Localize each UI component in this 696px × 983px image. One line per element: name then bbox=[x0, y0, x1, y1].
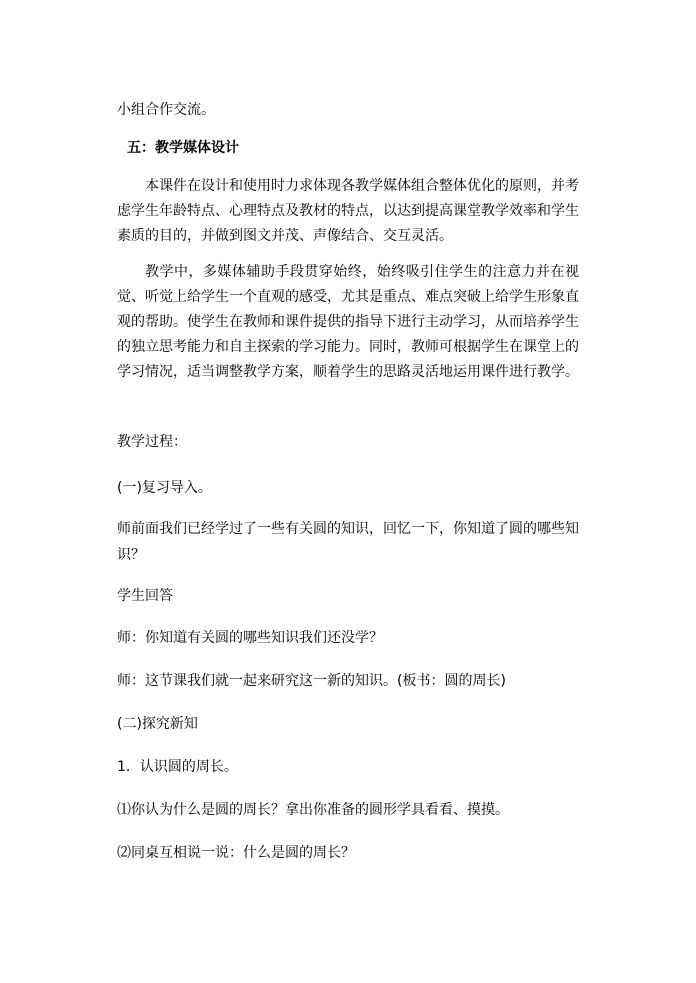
list-item-understand-circumference: 1．认识圆的周长。 bbox=[117, 759, 238, 775]
list-subitem-1: ⑴你认为什么是圆的周长？拿出你准备的圆形学具看看、摸摸。 bbox=[117, 802, 509, 818]
process-title: 教学过程： bbox=[117, 434, 187, 450]
teacher-question-unknown: 师：你知道有关圆的哪些知识我们还没学？ bbox=[117, 630, 383, 646]
step-review-title: (一)复习导入。 bbox=[117, 480, 212, 496]
teacher-question-line: 师前面我们已经学过了一些有关圆的知识，回忆一下，你知道了圆的哪些知 bbox=[117, 521, 579, 537]
list-subitem-2: ⑵同桌互相说一说：什么是圆的周长？ bbox=[117, 845, 355, 861]
step-explore-title: (二)探究新知 bbox=[117, 716, 198, 732]
teacher-question-line-continued: 识？ bbox=[117, 547, 145, 563]
paragraph-media-design: 本课件在设计和使用时力求体现各教学媒体组合整体优化的原则，并考虑学生年龄特点、心理特点及教材的特点，以达到提高课堂教学效率和学生素质的目的，并做到图文并茂、声像结合、交互灵活。 bbox=[117, 178, 579, 244]
paragraph-media-usage: 教学中，多媒体辅助手段贯穿始终，始终吸引住学生的注意力并在视觉、听觉上给学生一个直观的感受，尤其是重点、难点突破上给学生形象直观的帮助。使学生在教师和课件提供的指导下进行主动学习，从而培养学生的独立思考能力和自主探索的学习能力。同时，教师可根据学生在课堂上的学习情况，适当调整教学方案，顺着学生的思路灵活地运用课件进行教学。 bbox=[117, 264, 579, 380]
student-answer-line: 学生回答 bbox=[117, 588, 173, 604]
intro-line: 小组合作交流。 bbox=[117, 102, 215, 118]
section-heading: 五：教学媒体设计 bbox=[127, 140, 239, 156]
teacher-statement-topic: 师：这节课我们就一起来研究这一新的知识。(板书：圆的周长) bbox=[117, 673, 506, 689]
